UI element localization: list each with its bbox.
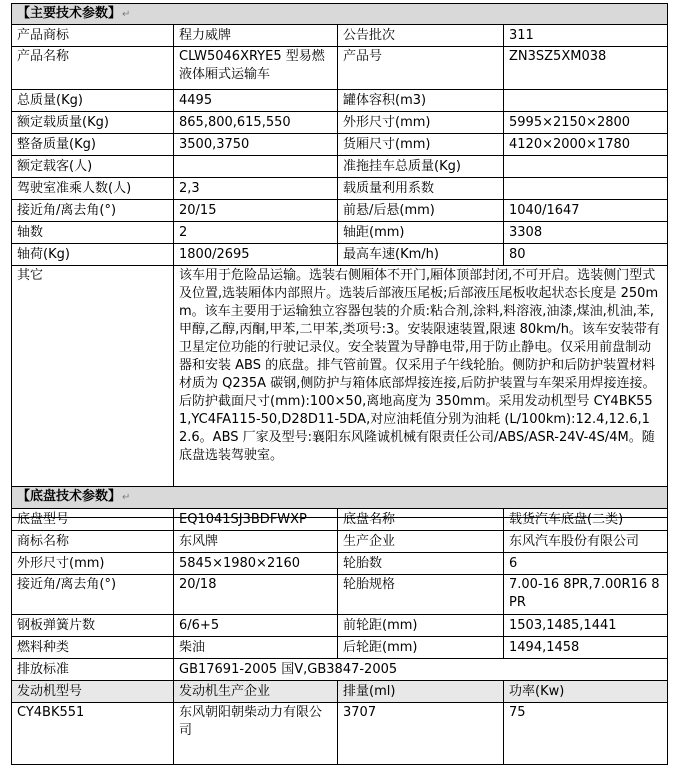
value-cell: 20/18 — [174, 575, 338, 615]
column-header: 功率(Kw) — [504, 681, 668, 703]
label-cell: 整备质量(Kg) — [12, 134, 174, 156]
value-cell: 1040/1647 — [504, 200, 668, 222]
value-cell — [504, 156, 668, 178]
value-cell: 4495 — [174, 90, 338, 112]
label-cell: 底盘名称 — [338, 509, 504, 531]
table-row — [12, 266, 668, 518]
value-cell: 柴油 — [174, 637, 338, 659]
value-cell: 3500,3750 — [174, 134, 338, 156]
value-cell: 1503,1485,1441 — [504, 615, 668, 637]
value-cell: 1800/2695 — [174, 244, 338, 266]
table-row — [12, 47, 668, 90]
table-row — [12, 178, 668, 200]
label-cell: 总质量(Kg) — [12, 90, 174, 112]
label-cell: 准拖挂车总质量(Kg) — [338, 156, 504, 178]
column-header: 发动机生产企业 — [174, 681, 338, 703]
table-row — [12, 553, 668, 575]
value-cell: 1494,1458 — [504, 637, 668, 659]
value-cell: 2 — [174, 222, 338, 244]
value-cell — [504, 90, 668, 112]
label-cell: 载质量利用系数 — [338, 178, 504, 200]
chassis-tech-params-table — [11, 486, 668, 765]
value-cell: 4120×2000×1780 — [504, 134, 668, 156]
column-header: 排量(ml) — [338, 681, 504, 703]
table-row — [12, 531, 668, 553]
table-row — [12, 134, 668, 156]
label-cell: 轮胎规格 — [338, 575, 504, 615]
table-row — [12, 244, 668, 266]
chassis-section-title: 【底盘技术参数】↵ — [12, 487, 668, 509]
value-cell: CLW5046XRYE5 型易燃液体厢式运输车 — [174, 47, 338, 90]
value-cell: 2,3 — [174, 178, 338, 200]
value-cell: 程力威牌 — [174, 25, 338, 47]
engine-header-row — [12, 681, 668, 703]
value-cell: 80 — [504, 244, 668, 266]
table-row — [12, 615, 668, 637]
label-cell: 额定载质量(Kg) — [12, 112, 174, 134]
label-cell: 驾驶室准乘人数(人) — [12, 178, 174, 200]
value-cell: ZN3SZ5XM038 — [504, 47, 668, 90]
label-cell: 生产企业 — [338, 531, 504, 553]
label-cell: 接近角/离去角(°) — [12, 575, 174, 615]
label-cell: 罐体容积(m3) — [338, 90, 504, 112]
table-row — [12, 659, 668, 681]
label-cell: 货厢尺寸(mm) — [338, 134, 504, 156]
emission-value: GB17691-2005 国Ⅴ,GB3847-2005 — [174, 659, 668, 681]
label-cell: 底盘型号 — [12, 509, 174, 531]
label-cell: 产品号 — [338, 47, 504, 90]
value-cell: 东风牌 — [174, 531, 338, 553]
main-section-title: 【主要技术参数】↵ — [12, 4, 668, 25]
value-cell: EQ1041SJ3BDFWXP — [174, 509, 338, 531]
table-row — [12, 90, 668, 112]
label-cell: 轴数 — [12, 222, 174, 244]
label-cell: 接近角/离去角(°) — [12, 200, 174, 222]
engine-power: 75 — [504, 703, 668, 765]
value-cell: 6/6+5 — [174, 615, 338, 637]
value-cell: 载货汽车底盘(二类) — [504, 509, 668, 531]
label-cell: 轮胎数 — [338, 553, 504, 575]
table-row — [12, 509, 668, 531]
label-cell: 产品名称 — [12, 47, 174, 90]
value-cell: 东风汽车股份有限公司 — [504, 531, 668, 553]
value-cell — [174, 156, 338, 178]
table-row — [12, 25, 668, 47]
table-row — [12, 156, 668, 178]
table-row — [12, 575, 668, 615]
main-tech-params-table — [11, 3, 668, 518]
value-cell: 3308 — [504, 222, 668, 244]
table-row — [12, 637, 668, 659]
label-cell: 轴距(mm) — [338, 222, 504, 244]
value-cell: 311 — [504, 25, 668, 47]
value-cell: 6 — [504, 553, 668, 575]
label-cell: 最高车速(Km/h) — [338, 244, 504, 266]
value-cell: 5845×1980×2160 — [174, 553, 338, 575]
label-cell: 后轮距(mm) — [338, 637, 504, 659]
engine-displacement: 3707 — [338, 703, 504, 765]
value-cell — [504, 178, 668, 200]
label-cell: 外形尺寸(mm) — [12, 553, 174, 575]
label-cell: 前轮距(mm) — [338, 615, 504, 637]
value-cell: 7.00-16 8PR,7.00R16 8PR — [504, 575, 668, 615]
label-cell: 公告批次 — [338, 25, 504, 47]
label-cell: 轴荷(Kg) — [12, 244, 174, 266]
emission-label: 排放标准 — [12, 659, 174, 681]
value-cell: 5995×2150×2800 — [504, 112, 668, 134]
column-header: 发动机型号 — [12, 681, 174, 703]
engine-data-row — [12, 703, 668, 765]
other-description: 该车用于危险品运输。选装右侧厢体不开门,厢体顶部封闭,不可开启。选装侧门型式及位置,选装厢体内部照片。选装后部液压尾板;后部液压尾板收起状态长度是 250mm。该车主要用于运输独立容器包装的介质:粘合剂,涂料,料溶液,油漆,煤油,机油,苯,甲醇,乙醇,丙酮,甲苯,二甲苯,类项号:3。安装限速装置,限速 80km/h。该车安装带有卫星定位功能的行驶记录仪。安全装置为导静电带,用于防止静电。仅采用前盘制动器和安装 ABS 的底盘。排气管前置。仅采用子午线轮胎。侧防护和后防护装置材料材质为 Q235A 碳钢,侧防护与箱体底部焊接连接,后防护装置与车架采用焊接连接。后防护截面尺寸(mm):100×50,离地高度为 350mm。采用发动机型号 CY4BK551,YC4FA115-50,D28D11-5DA,对应油耗值分别为油耗 (L/100km):12.4,12.6,12.6。ABS 厂家及型号:襄阳东风隆诚机械有限责任公司/ABS/ASR-24V-4S/4M。随底盘选装驾驶室。 — [174, 266, 668, 518]
label-cell: 外形尺寸(mm) — [338, 112, 504, 134]
engine-manufacturer: 东风朝阳朝柴动力有限公司 — [174, 703, 338, 765]
table-row — [12, 222, 668, 244]
label-cell: 钢板弹簧片数 — [12, 615, 174, 637]
value-cell: 20/15 — [174, 200, 338, 222]
label-cell: 商标名称 — [12, 531, 174, 553]
table-row — [12, 112, 668, 134]
label-cell: 产品商标 — [12, 25, 174, 47]
engine-model: CY4BK551 — [12, 703, 174, 765]
label-cell: 燃料种类 — [12, 637, 174, 659]
table-row — [12, 200, 668, 222]
value-cell: 865,800,615,550 — [174, 112, 338, 134]
other-label: 其它 — [12, 266, 174, 518]
label-cell: 额定载客(人) — [12, 156, 174, 178]
label-cell: 前悬/后悬(mm) — [338, 200, 504, 222]
